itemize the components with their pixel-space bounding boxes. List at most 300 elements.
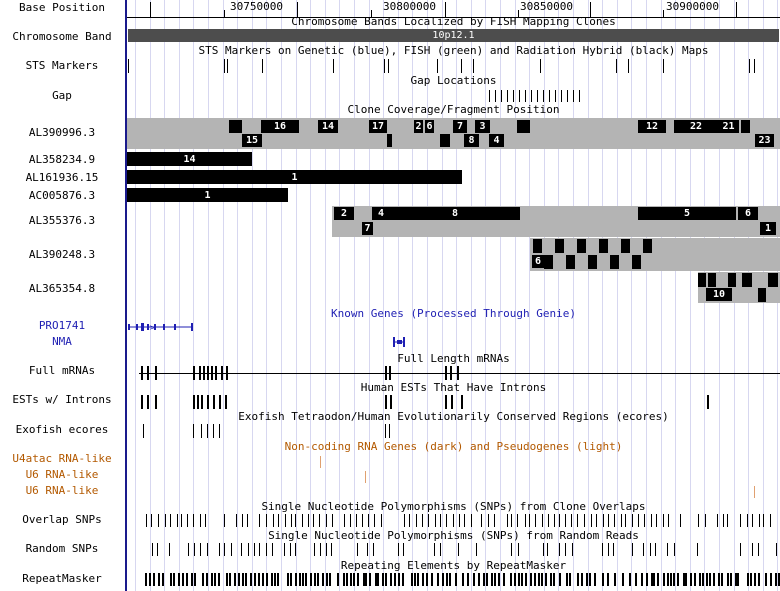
track-label-clone-al390248[interactable]: AL390248.3 xyxy=(28,248,96,261)
chromosome-band-bar[interactable] xyxy=(128,29,779,42)
snp-mark xyxy=(511,514,512,527)
snp-mark xyxy=(200,543,201,556)
fragment-number: 1 xyxy=(291,172,298,183)
snp-mark xyxy=(259,514,260,527)
snp-mark xyxy=(656,514,657,527)
fragment-block xyxy=(632,255,641,269)
repeat-element xyxy=(566,573,568,586)
repeat-element xyxy=(677,573,679,586)
exofish-mark xyxy=(385,424,386,438)
snp-mark xyxy=(740,514,741,527)
snp-mark xyxy=(146,514,147,527)
repeatmasker-track[interactable] xyxy=(127,573,780,587)
snp-mark xyxy=(381,514,382,527)
repeat-element xyxy=(709,573,711,586)
repeat-element xyxy=(426,573,428,586)
snp-mark xyxy=(194,543,195,556)
track-label-exofish[interactable]: Exofish ecores xyxy=(15,423,109,436)
snp-mark xyxy=(332,514,333,527)
fragment-block xyxy=(643,239,652,253)
repeat-element xyxy=(473,573,475,586)
snp-mark xyxy=(459,514,460,527)
clone-al390248-bar[interactable] xyxy=(530,238,780,271)
track-label-random-snps[interactable]: Random SNPs xyxy=(25,542,99,555)
sts-marker xyxy=(437,59,438,73)
fragment-block xyxy=(577,239,586,253)
est-exon xyxy=(207,395,209,409)
snp-mark xyxy=(559,514,560,527)
exofish-mark xyxy=(213,424,214,438)
clone-al365354-bar[interactable] xyxy=(698,272,780,303)
snp-mark xyxy=(608,543,609,556)
track-title-sts: STS Markers on Genetic (blue), FISH (green) and Radiation Hybrid (black) Maps xyxy=(198,44,709,57)
track-panel[interactable] xyxy=(127,0,780,591)
noncoding-u6-mark[interactable] xyxy=(365,471,366,483)
repeat-element xyxy=(287,573,289,586)
snp-mark xyxy=(577,514,578,527)
repeat-element xyxy=(641,573,643,586)
fragment-number: 16 xyxy=(273,121,287,132)
fragment-block xyxy=(453,120,467,133)
exofish-mark xyxy=(389,424,390,438)
snp-mark xyxy=(638,514,639,527)
track-label-sts-markers[interactable]: STS Markers xyxy=(25,59,99,72)
mrna-exon xyxy=(141,366,143,380)
repeat-element xyxy=(455,573,457,586)
fragment-number: 22 xyxy=(689,121,703,132)
repeat-element xyxy=(431,573,433,586)
track-label-clone-al355376[interactable]: AL355376.3 xyxy=(28,214,96,227)
snp-mark xyxy=(655,543,656,556)
noncoding-u6-mark[interactable] xyxy=(754,486,755,498)
sts-marker xyxy=(754,59,755,73)
ruler-label: 30850000 xyxy=(520,0,573,13)
repeat-element xyxy=(346,573,348,586)
snp-mark xyxy=(254,543,255,556)
fragment-block xyxy=(440,134,450,147)
snp-mark xyxy=(219,543,220,556)
track-label-clone-al390996[interactable]: AL390996.3 xyxy=(28,126,96,139)
repeat-element xyxy=(385,573,387,586)
track-title-full-mrnas: Full Length mRNAs xyxy=(397,352,510,365)
repeat-element xyxy=(635,573,637,586)
gap-mark xyxy=(555,90,556,102)
gap-mark xyxy=(495,90,496,102)
snp-mark xyxy=(367,543,368,556)
repeat-element xyxy=(245,573,247,586)
track-label-ests[interactable]: ESTs w/ Introns xyxy=(12,393,112,406)
mrna-intron-line xyxy=(139,373,780,374)
snp-mark xyxy=(344,514,345,527)
clone-al355376-bar[interactable] xyxy=(332,206,780,237)
repeat-element xyxy=(295,573,297,586)
snp-mark xyxy=(723,514,724,527)
snp-mark xyxy=(481,514,482,527)
snp-mark xyxy=(308,514,309,527)
fragment-block xyxy=(489,134,504,147)
repeat-element xyxy=(754,573,756,586)
snp-mark xyxy=(350,514,351,527)
track-label-column xyxy=(0,0,126,591)
repeat-element xyxy=(305,573,307,586)
fragment-block xyxy=(425,120,434,133)
snp-mark xyxy=(205,514,206,527)
clone-ac005876-bar[interactable] xyxy=(127,188,288,202)
ruler-label: 30800000 xyxy=(383,0,436,13)
mrna-exon xyxy=(211,366,213,380)
repeat-element xyxy=(206,573,208,586)
est-exon xyxy=(445,395,447,409)
gap-track[interactable] xyxy=(127,88,780,102)
repeat-element xyxy=(449,573,451,586)
snp-mark xyxy=(259,543,260,556)
snp-mark xyxy=(193,514,194,527)
fragment-block xyxy=(698,273,706,287)
repeat-element xyxy=(394,573,396,586)
est-track[interactable] xyxy=(127,395,780,409)
repeat-element xyxy=(765,573,767,586)
repeat-element xyxy=(721,573,723,586)
exofish-track[interactable] xyxy=(127,424,780,438)
fragment-number: 14 xyxy=(321,121,335,132)
gap-mark xyxy=(573,90,574,102)
snp-mark xyxy=(584,514,585,527)
repeat-element xyxy=(182,573,184,586)
gap-mark xyxy=(543,90,544,102)
fragment-block xyxy=(555,239,564,253)
fragment-number: 23 xyxy=(758,135,771,146)
repeat-element xyxy=(314,573,316,586)
est-exon xyxy=(707,395,709,409)
snp-mark xyxy=(697,543,698,556)
ruler-major-tick xyxy=(736,2,737,17)
fragment-block xyxy=(599,239,608,253)
fragment-number: 17 xyxy=(371,121,385,132)
repeat-element xyxy=(503,573,505,586)
repeat-element xyxy=(162,573,164,586)
track-label-clone-ac005876[interactable]: AC005876.3 xyxy=(28,189,96,202)
gene-label-pro1741[interactable]: PRO1741 xyxy=(38,319,86,332)
fragment-number: 4 xyxy=(493,135,500,146)
snp-mark xyxy=(727,514,728,527)
mrna-exon xyxy=(215,366,217,380)
fragment-number: 15 xyxy=(245,135,259,146)
repeat-element xyxy=(730,573,732,586)
repeat-element xyxy=(747,573,749,586)
snp-mark xyxy=(705,514,706,527)
snp-mark xyxy=(752,514,753,527)
fragment-block xyxy=(758,288,766,302)
snp-mark xyxy=(644,514,645,527)
snp-mark xyxy=(356,514,357,527)
mrna-exon xyxy=(450,366,452,380)
repeat-element xyxy=(250,573,252,586)
gap-mark xyxy=(507,90,508,102)
fragment-block xyxy=(532,255,544,268)
repeat-element xyxy=(211,573,213,586)
repeat-element xyxy=(357,573,359,586)
sts-marker xyxy=(333,59,334,73)
repeat-element xyxy=(706,573,708,586)
track-label-full-mrnas[interactable]: Full mRNAs xyxy=(28,364,96,377)
snp-mark xyxy=(776,543,777,556)
repeat-element xyxy=(262,573,264,586)
repeat-element xyxy=(657,573,659,586)
fragment-number: 7 xyxy=(364,223,371,234)
snp-mark xyxy=(752,543,753,556)
overlap-snp-track[interactable] xyxy=(127,514,780,528)
snp-mark xyxy=(295,514,296,527)
snp-mark xyxy=(236,514,237,527)
fragment-block xyxy=(768,273,778,287)
snp-mark xyxy=(248,543,249,556)
gene-nma-glyph[interactable] xyxy=(390,334,410,350)
snp-mark xyxy=(446,514,447,527)
snp-mark xyxy=(428,514,429,527)
fragment-number: 12 xyxy=(645,121,659,132)
repeat-element xyxy=(559,573,561,586)
snp-mark xyxy=(494,514,495,527)
sts-marker-track[interactable] xyxy=(127,58,780,74)
repeat-element xyxy=(153,573,155,586)
fragment-block xyxy=(533,239,542,253)
band-name: 10p12.1 xyxy=(432,30,475,41)
snp-mark xyxy=(326,543,327,556)
snp-mark xyxy=(291,514,292,527)
repeat-element xyxy=(541,573,543,586)
snp-mark xyxy=(440,514,441,527)
track-label-gap[interactable]: Gap xyxy=(52,89,72,102)
repeat-element xyxy=(326,573,328,586)
snp-mark xyxy=(278,514,279,527)
track-label-base-position[interactable]: Base Position xyxy=(18,1,106,14)
full-mrna-track[interactable] xyxy=(127,366,780,380)
track-title-exofish: Exofish Tetraodon/Human Evolutionarily Conserved Regions (ecores) xyxy=(238,410,669,423)
fragment-block xyxy=(242,134,262,147)
snp-mark xyxy=(331,543,332,556)
snp-mark xyxy=(273,514,274,527)
repeat-element xyxy=(226,573,228,586)
snp-mark xyxy=(698,514,699,527)
repeat-element xyxy=(462,573,464,586)
snp-mark xyxy=(614,514,615,527)
exofish-mark xyxy=(201,424,202,438)
sts-marker xyxy=(128,59,129,73)
snp-mark xyxy=(326,514,327,527)
repeat-element xyxy=(382,573,384,586)
fragment-block xyxy=(369,120,387,133)
gene-pro1741-glyph[interactable] xyxy=(127,318,207,338)
ruler-major-tick xyxy=(150,2,151,17)
snp-mark xyxy=(603,514,604,527)
repeat-element xyxy=(514,573,516,586)
fragment-block xyxy=(621,239,630,253)
clone-al358234-bar[interactable] xyxy=(127,152,252,166)
repeat-element xyxy=(690,573,692,586)
fragment-block xyxy=(261,120,299,133)
est-exon xyxy=(197,395,199,409)
est-exon xyxy=(390,395,392,409)
snp-mark xyxy=(740,543,741,556)
clone-al161936-bar[interactable] xyxy=(127,170,462,184)
fragment-block xyxy=(741,120,750,133)
repeat-element xyxy=(158,573,160,586)
repeat-element xyxy=(727,573,729,586)
repeat-element xyxy=(699,573,701,586)
repeat-element xyxy=(402,573,404,586)
track-title-overlap-snps: Single Nucleotide Polymorphisms (SNPs) from Clone Overlaps xyxy=(261,500,646,513)
repeat-element xyxy=(534,573,536,586)
fragment-number: 21 xyxy=(722,121,735,132)
repeat-element xyxy=(238,573,240,586)
repeat-element xyxy=(718,573,720,586)
snp-mark xyxy=(632,514,633,527)
repeat-element xyxy=(622,573,624,586)
mrna-exon xyxy=(457,366,459,380)
est-exon xyxy=(141,395,143,409)
track-title-gap: Gap Locations xyxy=(410,74,497,87)
gene-label-nma[interactable]: NMA xyxy=(52,335,72,348)
repeat-element xyxy=(510,573,512,586)
track-label-repeatmasker[interactable]: RepeatMasker xyxy=(22,572,102,585)
repeat-element xyxy=(478,573,480,586)
repeat-element xyxy=(145,573,147,586)
snp-mark xyxy=(717,514,718,527)
snp-mark xyxy=(608,514,609,527)
snp-mark xyxy=(488,514,489,527)
noncoding-u4atac-mark[interactable] xyxy=(320,456,321,468)
repeat-element xyxy=(414,573,416,586)
repeat-element xyxy=(750,573,752,586)
clone-al390996-bar[interactable] xyxy=(127,118,780,149)
repeat-element xyxy=(242,573,244,586)
track-label-clone-al358234[interactable]: AL358234.9 xyxy=(28,153,96,166)
snp-mark xyxy=(151,514,152,527)
snp-mark xyxy=(674,543,675,556)
repeat-element xyxy=(581,573,583,586)
repeat-element xyxy=(770,573,772,586)
track-label-clone-al365354[interactable]: AL365354.8 xyxy=(28,282,96,295)
snp-mark xyxy=(285,514,286,527)
snp-mark xyxy=(409,514,410,527)
snp-mark xyxy=(529,514,530,527)
snp-mark xyxy=(207,543,208,556)
snp-mark xyxy=(613,543,614,556)
noncoding-label-u6-2[interactable]: U6 RNA-like xyxy=(25,484,99,497)
snp-mark xyxy=(559,543,560,556)
fragment-block xyxy=(610,255,619,269)
repeat-element xyxy=(602,573,604,586)
repeat-element xyxy=(234,573,236,586)
snp-mark xyxy=(187,514,188,527)
snp-mark xyxy=(313,514,314,527)
fragment-block xyxy=(588,255,597,269)
repeat-element xyxy=(437,573,439,586)
repeat-element xyxy=(329,573,331,586)
gap-mark xyxy=(567,90,568,102)
track-label-clone-al161936[interactable]: AL161936.15 xyxy=(25,171,99,184)
random-snp-track[interactable] xyxy=(127,543,780,557)
track-title-noncoding: Non-coding RNA Genes (dark) and Pseudogenes (light) xyxy=(284,440,623,453)
repeat-element xyxy=(149,573,151,586)
repeat-element xyxy=(170,573,172,586)
snp-mark xyxy=(224,514,225,527)
repeat-element xyxy=(653,573,655,586)
sts-marker xyxy=(388,59,389,73)
snp-mark xyxy=(362,514,363,527)
fragment-number: 4 xyxy=(377,208,385,219)
repeat-element xyxy=(530,573,532,586)
snp-mark xyxy=(188,543,189,556)
gap-mark xyxy=(549,90,550,102)
snp-mark xyxy=(404,514,405,527)
track-label-overlap-snps[interactable]: Overlap SNPs xyxy=(22,513,102,526)
noncoding-label-u6-1[interactable]: U6 RNA-like xyxy=(25,468,99,481)
fragment-number: 1 xyxy=(204,190,211,201)
repeat-element xyxy=(254,573,256,586)
snp-mark xyxy=(464,514,465,527)
track-title-repeatmasker: Repeating Elements by RepeatMasker xyxy=(340,559,567,572)
track-label-chromosome-band[interactable]: Chromosome Band xyxy=(12,30,112,43)
fragment-block xyxy=(706,288,732,301)
fragment-block xyxy=(318,120,338,133)
fragment-block xyxy=(718,120,739,133)
repeat-element xyxy=(673,573,675,586)
repeat-element xyxy=(553,573,555,586)
est-exon xyxy=(219,395,221,409)
snp-mark xyxy=(398,543,399,556)
track-title-chromosome-band: Chromosome Bands Localized by FISH Mapping Clones xyxy=(291,15,616,28)
repeat-element xyxy=(417,573,419,586)
snp-mark xyxy=(572,543,573,556)
sts-marker xyxy=(224,59,225,73)
snp-mark xyxy=(591,514,592,527)
repeat-element xyxy=(398,573,400,586)
repeat-element xyxy=(343,573,345,586)
fragment-number: 6 xyxy=(534,256,542,267)
snp-mark xyxy=(169,543,170,556)
snp-mark xyxy=(543,543,544,556)
mrna-exon xyxy=(226,366,228,380)
sts-marker xyxy=(749,59,750,73)
repeat-element xyxy=(594,573,596,586)
sts-marker xyxy=(473,59,474,73)
track-title-ests: Human ESTs That Have Introns xyxy=(360,381,547,394)
snp-mark xyxy=(224,543,225,556)
repeat-element xyxy=(422,573,424,586)
snp-mark xyxy=(518,543,519,556)
repeat-element xyxy=(521,573,523,586)
repeat-element xyxy=(775,573,777,586)
repeat-element xyxy=(442,573,444,586)
snp-mark xyxy=(177,514,178,527)
repeat-element xyxy=(646,573,648,586)
repeat-element xyxy=(494,573,496,586)
snp-mark xyxy=(651,514,652,527)
repeat-element xyxy=(614,573,616,586)
snp-mark xyxy=(368,514,369,527)
noncoding-label-u4atac[interactable]: U4atac RNA-like xyxy=(12,452,112,465)
repeat-element xyxy=(302,573,304,586)
snp-mark xyxy=(542,514,543,527)
snp-mark xyxy=(284,543,285,556)
repeat-element xyxy=(266,573,268,586)
fragment-block xyxy=(517,120,530,133)
repeat-element xyxy=(667,573,669,586)
repeat-element xyxy=(670,573,672,586)
snp-mark xyxy=(357,543,358,556)
est-exon xyxy=(225,395,227,409)
